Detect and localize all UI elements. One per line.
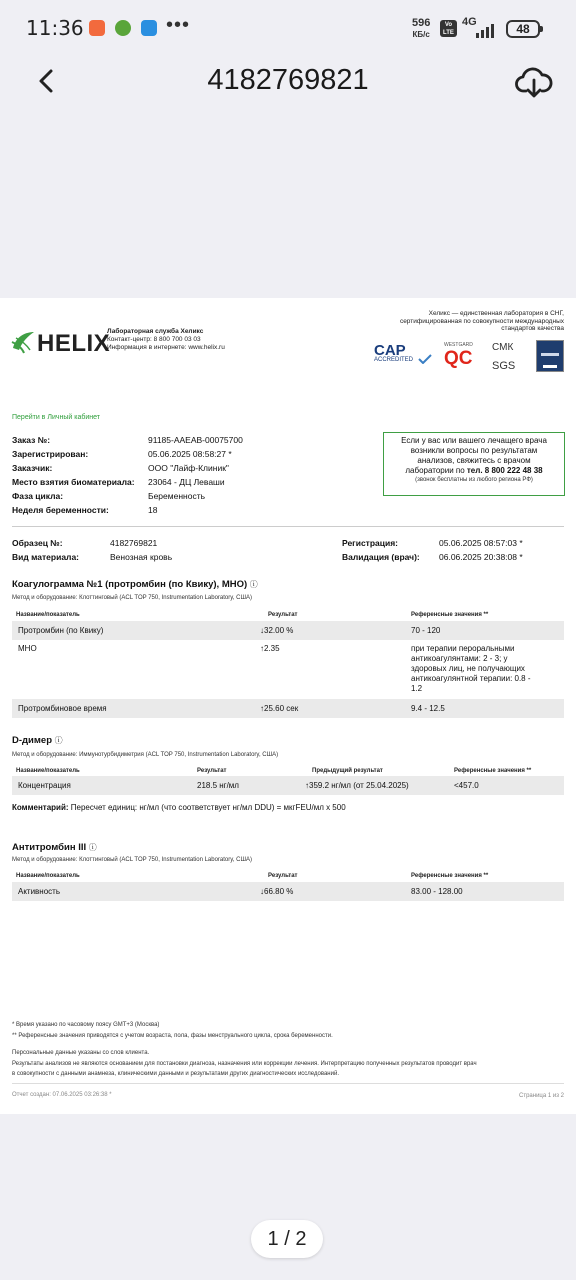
lab-info: Лабораторная служба Хеликс Контакт-центр: 8 800 700 03 03 Информация в интернете: www.helix.ru bbox=[107, 328, 225, 351]
divider bbox=[12, 1083, 564, 1084]
location-label: Место взятия биоматериала: bbox=[12, 477, 135, 487]
antithrombin-method: Метод и оборудование: Клоттинговый (ACL TOP 750, Instrumentation Laboratory, США) bbox=[12, 857, 252, 863]
material-label: Вид материала: bbox=[12, 552, 80, 562]
customer-value: ООО "Лайф-Клиник" bbox=[148, 463, 229, 473]
status-time: 11:36 bbox=[26, 16, 84, 40]
registration-value: 05.06.2025 08:57:03 * bbox=[439, 538, 523, 548]
column-header-result: Результат bbox=[268, 873, 298, 879]
notification-shopping-icon bbox=[89, 20, 105, 36]
arrow-down-icon: ↓ bbox=[260, 626, 264, 635]
footnote-personal-data: Персональные данные указаны со слов клиента. bbox=[12, 1050, 150, 1056]
checkmark-icon bbox=[418, 354, 432, 364]
network-speed: 596 КБ/с bbox=[412, 17, 431, 39]
volte-icon: Vo LTE bbox=[440, 20, 457, 37]
notification-message-icon bbox=[141, 20, 157, 36]
arrow-up-icon: ↑ bbox=[305, 781, 309, 790]
validation-label: Валидация (врач): bbox=[342, 552, 420, 562]
page-title: 4182769821 bbox=[207, 64, 369, 96]
footnote-disclaimer-continued: в совокупности с данными анамнеза, клиническими данными и результатами других диагностических исследований. bbox=[12, 1071, 339, 1077]
customer-label: Заказчик: bbox=[12, 463, 53, 473]
document-page[interactable] bbox=[0, 298, 576, 1114]
pregnancy-week-label: Неделя беременности: bbox=[12, 505, 109, 515]
row-name: МНО bbox=[18, 644, 37, 653]
info-icon[interactable]: ⓘ bbox=[88, 843, 97, 852]
location-value: 23064 - ДЦ Леваши bbox=[148, 477, 225, 487]
row-name: Активность bbox=[18, 887, 61, 896]
row-reference: при терапии пероральными антикоагулянтами: 2 - 3; у здоровых лиц, не получающих антикоагулянтной терапии: 0.8 - 1.2 bbox=[411, 644, 531, 693]
notification-app-icon bbox=[115, 20, 131, 36]
page-indicator: 1 / 2 bbox=[251, 1220, 323, 1258]
arrow-up-icon: ↑ bbox=[260, 704, 264, 713]
page-number: Страница 1 из 2 bbox=[519, 1093, 564, 1099]
certificate-badge-icon bbox=[536, 340, 564, 372]
report-created: Отчет создан: 07.06.2025 03:26:38 * bbox=[12, 1092, 112, 1098]
row-name: Протромбин (по Квику) bbox=[18, 626, 104, 635]
divider bbox=[12, 526, 564, 527]
registered-label: Зарегистрирован: bbox=[12, 449, 89, 459]
pregnancy-week-value: 18 bbox=[148, 505, 158, 515]
validation-value: 06.06.2025 20:38:08 * bbox=[439, 552, 523, 562]
row-reference: 70 - 120 bbox=[411, 626, 441, 635]
column-header-result: Результат bbox=[197, 768, 227, 774]
material-value: Венозная кровь bbox=[110, 552, 173, 562]
row-result: ↑25.60 сек bbox=[260, 704, 299, 713]
battery-icon: 48 bbox=[506, 20, 540, 38]
signal-icon bbox=[466, 24, 498, 38]
smk-sgs-logo: СМК SGS bbox=[492, 342, 516, 372]
coagulogram-title: Коагулограмма №1 (протромбин (по Квику), МНО) ⓘ bbox=[12, 579, 258, 590]
info-icon[interactable]: ⓘ bbox=[249, 580, 258, 589]
footnote-disclaimer: Результаты анализов не являются основанием для постановки диагноза, назначения или коррекции лечения. Интерпретацию полученных результатов проводит врач bbox=[12, 1061, 477, 1067]
status-bar bbox=[0, 0, 576, 56]
sample-value: 4182769821 bbox=[110, 538, 158, 548]
column-header-name: Название/показатель bbox=[16, 768, 80, 774]
registered-value: 05.06.2025 08:58:27 * bbox=[148, 449, 232, 459]
more-notifications-icon: ••• bbox=[166, 14, 191, 36]
row-result: ↓66.80 % bbox=[260, 887, 294, 896]
row-reference: 83.00 - 128.00 bbox=[411, 887, 463, 896]
column-header-result: Результат bbox=[268, 612, 298, 618]
app-bar bbox=[0, 56, 576, 112]
ddimer-title: D-димер ⓘ bbox=[12, 735, 63, 746]
ddimer-method: Метод и оборудование: Иммунотурбидиметрия (ACL TOP 750, Instrumentation Laboratory, США) bbox=[12, 752, 279, 758]
arrow-up-icon: ↑ bbox=[260, 644, 264, 653]
row-result: ↓32.00 % bbox=[260, 626, 294, 635]
westgard-qc-logo: WESTGARD QC bbox=[444, 342, 473, 369]
row-reference: <457.0 bbox=[454, 781, 479, 790]
row-name: Концентрация bbox=[18, 781, 71, 790]
row-previous: ↑359.2 нг/мл (от 25.04.2025) bbox=[305, 781, 409, 790]
coagulogram-method: Метод и оборудование: Клоттинговый (ACL TOP 750, Instrumentation Laboratory, США) bbox=[12, 595, 252, 601]
order-value: 91185-AAEAB-00075700 bbox=[148, 435, 243, 445]
info-icon[interactable]: ⓘ bbox=[54, 736, 63, 745]
row-name: Протромбиновое время bbox=[18, 704, 107, 713]
sample-label: Образец №: bbox=[12, 538, 63, 548]
column-header-reference: Референсные значения ** bbox=[411, 873, 489, 879]
order-label: Заказ №: bbox=[12, 435, 51, 445]
row-result: ↑2.35 bbox=[260, 644, 280, 653]
footnote-reference: ** Референсные значения приводятся с учетом возраста, пола, фазы менструального цикла, срока беременности. bbox=[12, 1033, 333, 1039]
cap-accredited-logo: CAP ACCREDITED bbox=[374, 342, 436, 368]
cycle-phase-value: Беременность bbox=[148, 491, 206, 501]
cloud-download-icon[interactable] bbox=[514, 62, 554, 102]
column-header-reference: Референсные значения ** bbox=[454, 768, 532, 774]
helix-logo-icon bbox=[10, 328, 36, 354]
column-header-name: Название/показатель bbox=[16, 612, 80, 618]
certification-text: Хеликс — единственная лаборатория в СНГ, сертифицированная по совокупности международных стандартов качества bbox=[399, 310, 564, 332]
helix-logo-text: HELIX bbox=[37, 330, 111, 357]
registration-label: Регистрация: bbox=[342, 538, 399, 548]
network-type: 4G bbox=[462, 16, 477, 28]
antithrombin-title: Антитромбин III ⓘ bbox=[12, 842, 97, 853]
row-reference: 9.4 - 12.5 bbox=[411, 704, 445, 713]
ddimer-comment: Комментарий: Пересчет единиц: нг/мл (что соответствует нг/мл DDU) = мкгFEU/мл х 500 bbox=[12, 803, 346, 812]
column-header-reference: Референсные значения ** bbox=[411, 612, 489, 618]
cycle-phase-label: Фаза цикла: bbox=[12, 491, 64, 501]
column-header-name: Название/показатель bbox=[16, 873, 80, 879]
row-result: 218.5 нг/мл bbox=[197, 781, 239, 790]
doctor-contact-notice: Если у вас или вашего лечащего врача возникли вопросы по результатам анализов, свяжитесь с врачом лаборатории по тел. 8 800 222 48 38 (звонок бесплатны из любого региона РФ) bbox=[383, 432, 565, 496]
arrow-down-icon: ↓ bbox=[260, 887, 264, 896]
personal-account-link[interactable]: Перейти в Личный кабинет bbox=[12, 414, 101, 421]
column-header-previous: Предыдущий результат bbox=[312, 768, 383, 774]
footnote-time: * Время указано по часовому поясу GMT+3 (Москва) bbox=[12, 1022, 160, 1028]
table-row bbox=[12, 776, 564, 795]
